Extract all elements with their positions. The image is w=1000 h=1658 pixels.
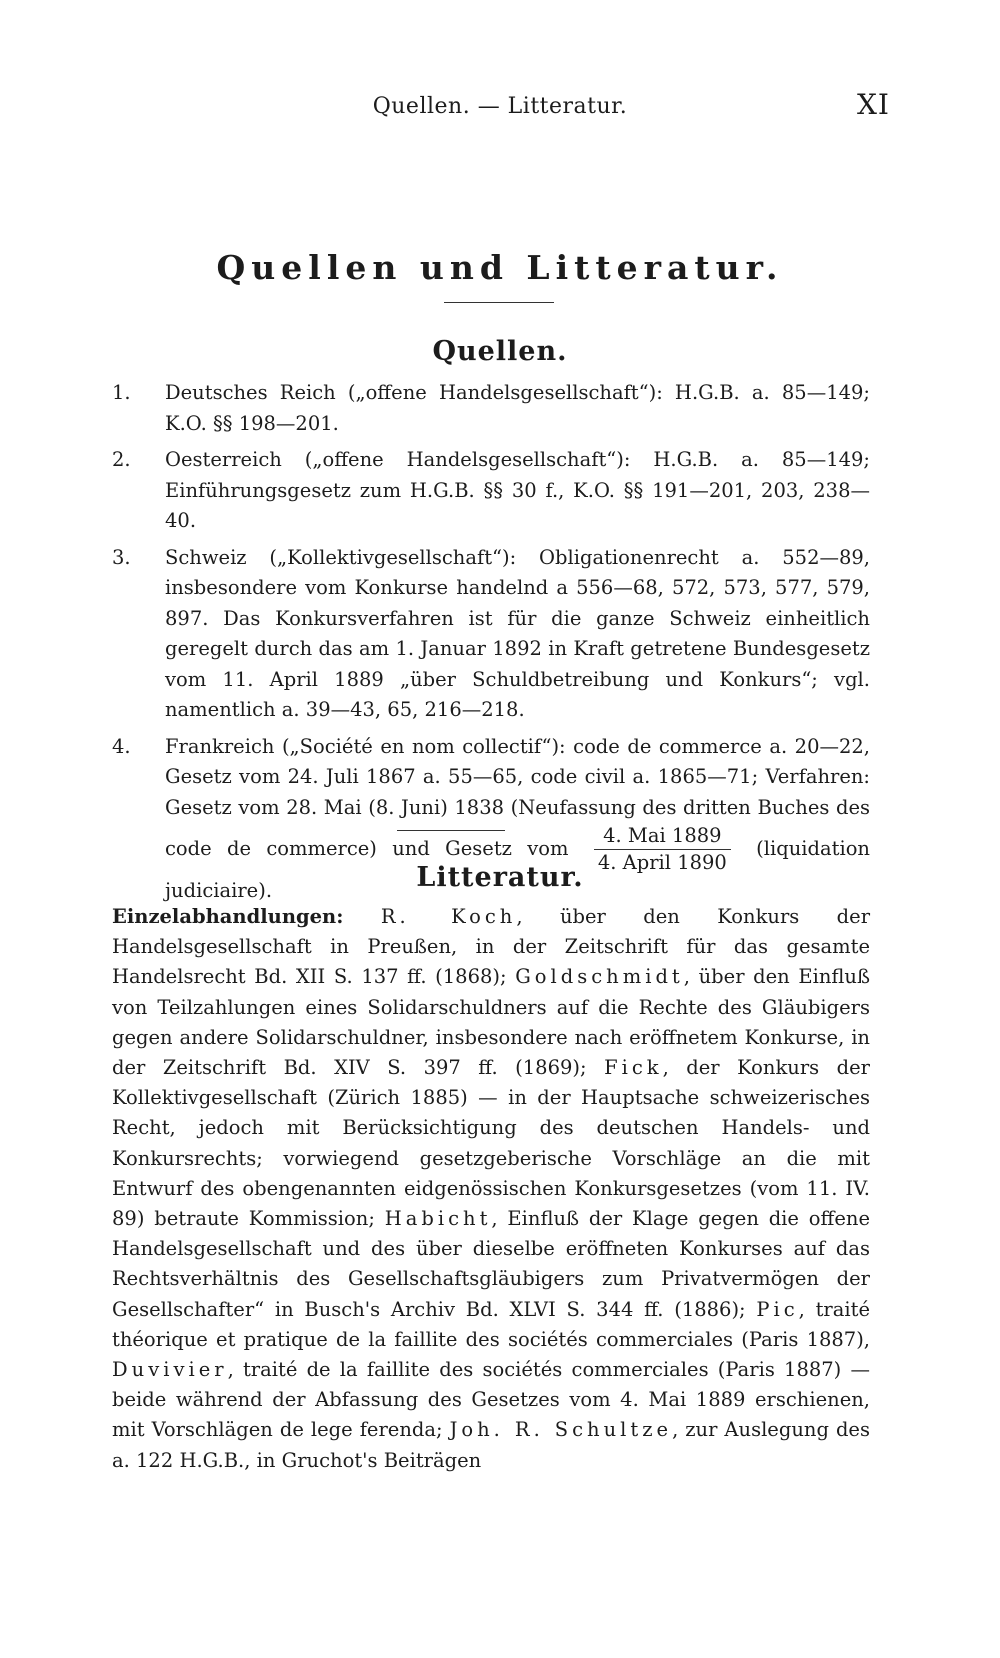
author-name: Joh. R. Schultze	[449, 1418, 673, 1442]
literature-body	[112, 905, 870, 1472]
sources-heading: Quellen.	[432, 336, 568, 367]
running-title: Quellen. — Litteratur.	[372, 94, 628, 119]
source-item	[112, 543, 870, 726]
author-name: Duvivier	[112, 1358, 228, 1382]
literature-text	[343, 905, 380, 928]
title-divider	[444, 302, 554, 303]
section-divider	[397, 830, 505, 831]
literature-text: , über den Konkurs der Handelsgesellschaft in Preußen, in der Zeitschrift für das gesamte Handelsrecht Bd. XII S. 137 ff. (1868);	[112, 905, 871, 989]
page-number: XI	[857, 88, 890, 121]
literature-paragraph	[112, 902, 870, 1476]
literature-text: , der Konkurs der Kollektivgesellschaft (Zürich 1885) — in der Hauptsache schweizerisches Recht, jedoch mit Berücksichtigung des deutschen Handels- und Konkursrechts; vorwiegend gesetzgeberische Vorschläge an die mit Entwurf des obengenannten eidgenössischen Konkursgesetzes (vom 11. IV. 89) betraute Kommission;	[112, 1056, 870, 1231]
author-name: Fick	[604, 1056, 663, 1080]
literature-text: , über den Einfluß von Teilzahlungen eines Solidarschuldners auf die Rechte des Gläubigers gegen andere Solidarschuldner, insbesondere nach eröffnetem Konkurse, in der Zeitschrift Bd. XIV S. 397 ff. (1869);	[112, 965, 870, 1080]
source-number: 2.	[112, 448, 131, 471]
source-text: Deutsches Reich („offene Handelsgesellschaft“): H.G.B. a. 85—149; K.O. §§ 198—201.	[165, 381, 870, 435]
literature-heading: Litteratur.	[416, 862, 584, 893]
fraction-denominator: 4. April 1890	[597, 851, 727, 874]
author-name: R. Koch	[380, 905, 517, 928]
source-number: 1.	[112, 381, 131, 404]
literature-text: , zur Auslegung des a. 122 H.G.B., in Gruchot's Beiträgen	[112, 1418, 870, 1472]
source-text: Frankreich („Société en nom collectif“): code de commerce a. 20—22, Gesetz vom 24. Juli 1867 a. 55—65, code civil a. 1865—71; Verfahren: Gesetz vom 28. Mai (8. Juni) 1838 (Neufassung des dritten Buches des code de commerce) und Gesetz vom	[165, 734, 870, 860]
source-text: Schweiz („Kollektivgesellschaft“): Obligationenrecht a. 552—89, insbesondere vom Konkurse handelnd a 556—68, 572, 573, 577, 579, 897. Das Konkursverfahren ist für die ganze Schweiz einheitlich geregelt durch das am 1. Januar 1892 in Kraft getretene Bundesgesetz vom 11. April 1889 „über Schuldbetreibung und Konkurs“; vgl. namentlich a. 39—43, 65, 216—218.	[165, 545, 870, 721]
literature-text: , Einfluß der Klage gegen die offene Handelsgesellschaft und des über dieselbe eröffneten Konkurses auf das Rechtsverhältnis des Gesellschaftsgläubigers zum Privatvermögen der Gesellschafter“ in Busch's Archiv Bd. XLVI S. 344 ff. (1886);	[112, 1207, 870, 1321]
literature-lead: Einzelabhandlungen:	[112, 905, 344, 928]
source-number: 3.	[112, 545, 131, 569]
fraction-numerator: 4. Mai 1889	[594, 823, 731, 850]
source-item	[112, 378, 870, 439]
author-name: Habicht	[384, 1207, 492, 1231]
author-name: Pic	[756, 1297, 799, 1321]
author-name: Goldschmidt	[515, 965, 684, 989]
source-text-continued: (liquidation judiciaire).	[165, 837, 870, 902]
literature-text: , traité de la faillite des sociétés commerciales (Paris 1887) — beide während der Abfassung des Gesetzes vom 4. Mai 1889 erschienen, mit Vorschlägen de lege ferenda;	[112, 1358, 870, 1442]
literature-text: , traité théorique et pratique de la faillite des sociétés commerciales (Paris 1887),	[112, 1297, 870, 1351]
main-title: Quellen und Litteratur.	[216, 248, 784, 287]
source-number: 4.	[112, 734, 131, 758]
source-text: Oesterreich („offene Handelsgesellschaft“): H.G.B. a. 85—149; Einführungsgesetz zum H.G.B. §§ 30 f., K.O. §§ 191—201, 203, 238—40.	[165, 448, 870, 532]
source-item	[112, 445, 870, 537]
sources-list	[112, 378, 870, 913]
running-head	[0, 88, 1000, 128]
